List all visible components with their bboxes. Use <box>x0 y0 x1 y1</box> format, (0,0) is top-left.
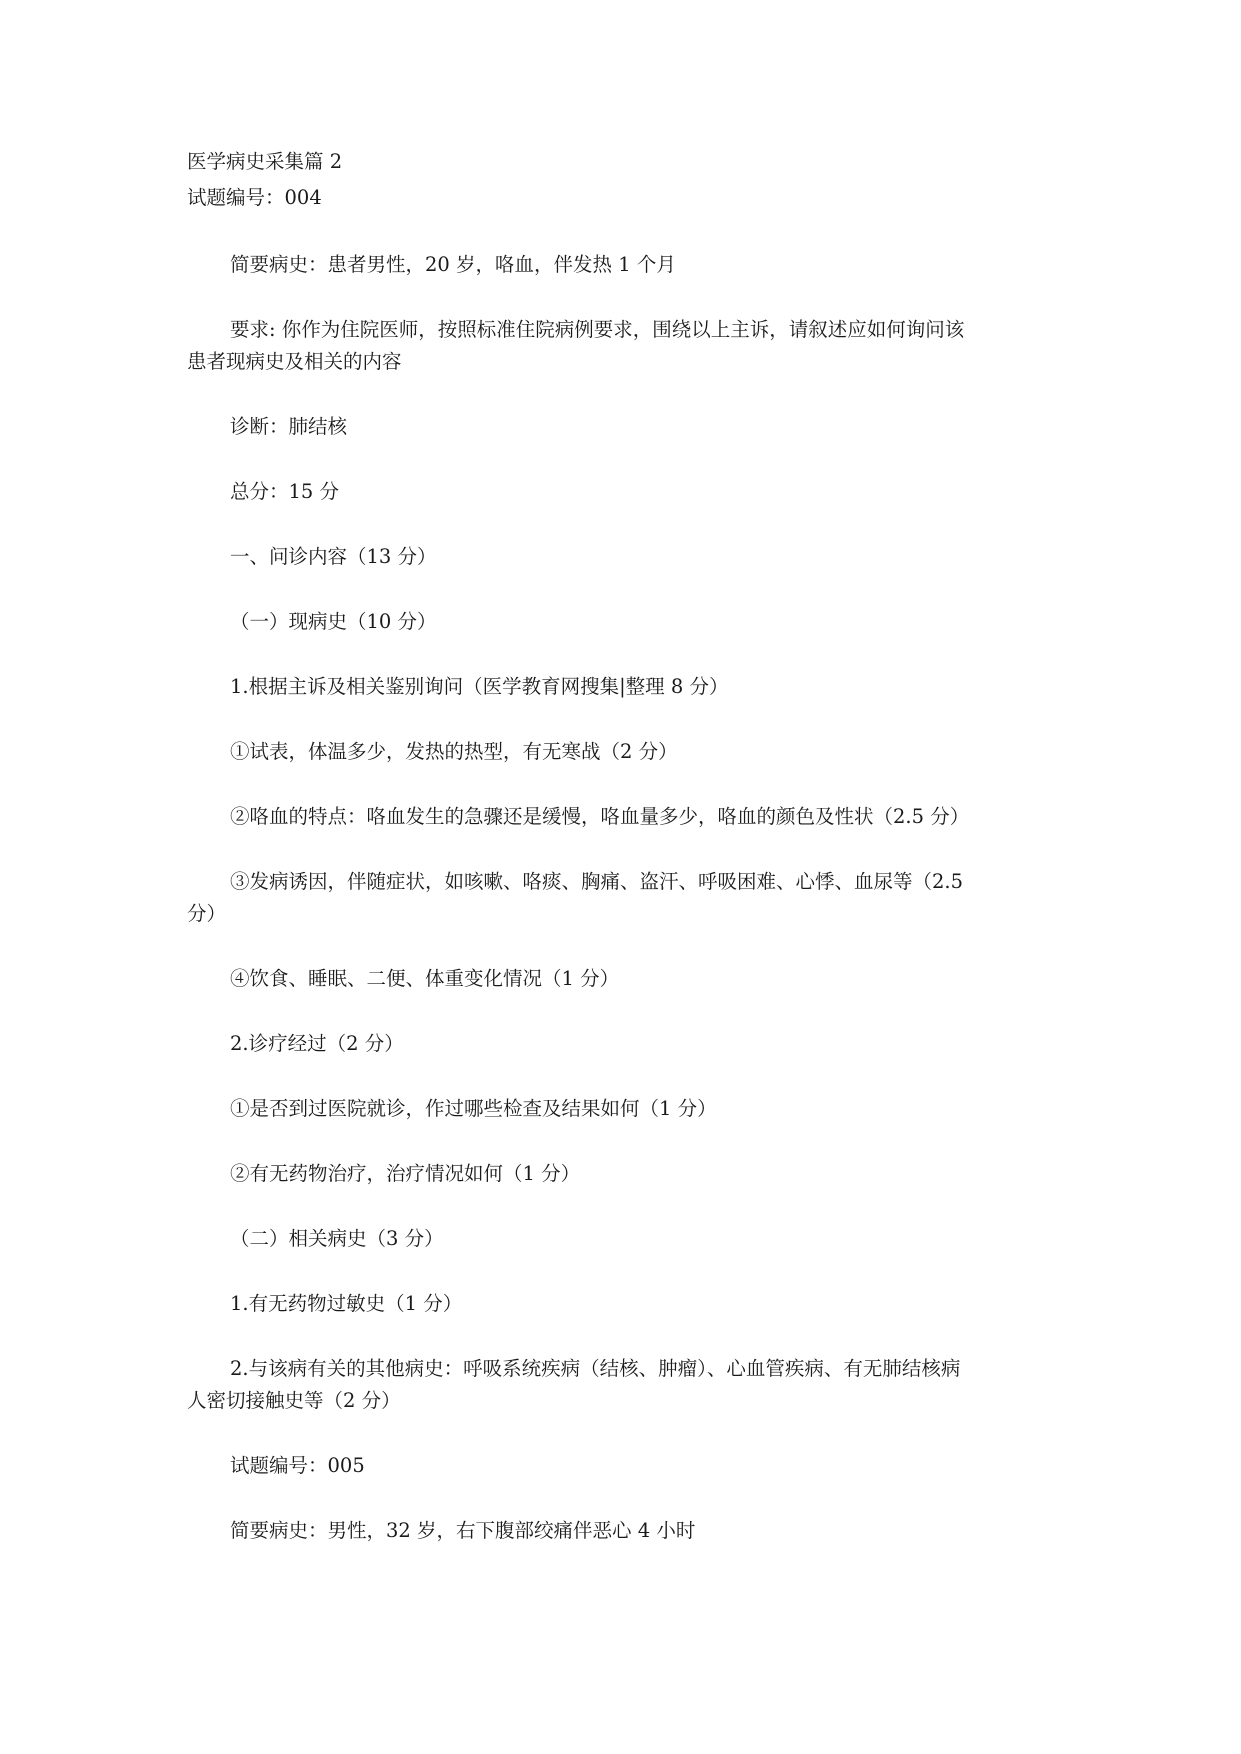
item-accompanying-symptoms-line2: 分） <box>187 902 227 925</box>
item-other-history-line2: 人密切接触史等（2 分） <box>187 1389 401 1412</box>
subsection-heading-related-history: （二）相关病史（3 分） <box>230 1227 444 1250</box>
case-005-history: 简要病史：男性，32 岁，右下腹部绞痛伴恶心 4 小时 <box>230 1519 696 1542</box>
case-004-id: 试题编号：004 <box>187 186 322 209</box>
case-004-total-score: 总分：15 分 <box>230 480 340 503</box>
item-general-condition: ④饮食、睡眠、二便、体重变化情况（1 分） <box>230 967 620 990</box>
case-005-id: 试题编号：005 <box>230 1454 365 1477</box>
item-fever: ①试表，体温多少，发热的热型，有无寒战（2 分） <box>230 740 678 763</box>
case-004-requirement-line1: 要求: 你作为住院医师，按照标准住院病例要求，围绕以上主诉，请叙述应如何询问该 <box>230 318 965 341</box>
section-heading-inquiry: 一、问诊内容（13 分） <box>230 545 437 568</box>
case-004-diagnosis: 诊断：肺结核 <box>230 415 348 438</box>
item-other-history-line1: 2.与该病有关的其他病史：呼吸系统疾病（结核、肿瘤）、心血管疾病、有无肺结核病 <box>230 1357 961 1380</box>
case-004-history: 简要病史：患者男性，20 岁，咯血，伴发热 1 个月 <box>230 253 676 276</box>
item-treatment-course: 2.诊疗经过（2 分） <box>230 1032 404 1055</box>
item-medication: ②有无药物治疗，治疗情况如何（1 分） <box>230 1162 581 1185</box>
document-title: 医学病史采集篇 2 <box>187 150 343 173</box>
case-004-requirement-line2: 患者现病史及相关的内容 <box>187 350 402 373</box>
item-hospital-visit: ①是否到过医院就诊，作过哪些检查及结果如何（1 分） <box>230 1097 717 1120</box>
item-chief-complaint: 1.根据主诉及相关鉴别询问（医学教育网搜集|整理 8 分） <box>230 675 729 698</box>
subsection-heading-present-illness: （一）现病史（10 分） <box>230 610 437 633</box>
item-hemoptysis: ②咯血的特点：咯血发生的急骤还是缓慢，咯血量多少，咯血的颜色及性状（2.5 分） <box>230 805 970 828</box>
item-drug-allergy: 1.有无药物过敏史（1 分） <box>230 1292 463 1315</box>
item-accompanying-symptoms-line1: ③发病诱因，伴随症状，如咳嗽、咯痰、胸痛、盗汗、呼吸困难、心悸、血尿等（2.5 <box>230 870 964 893</box>
